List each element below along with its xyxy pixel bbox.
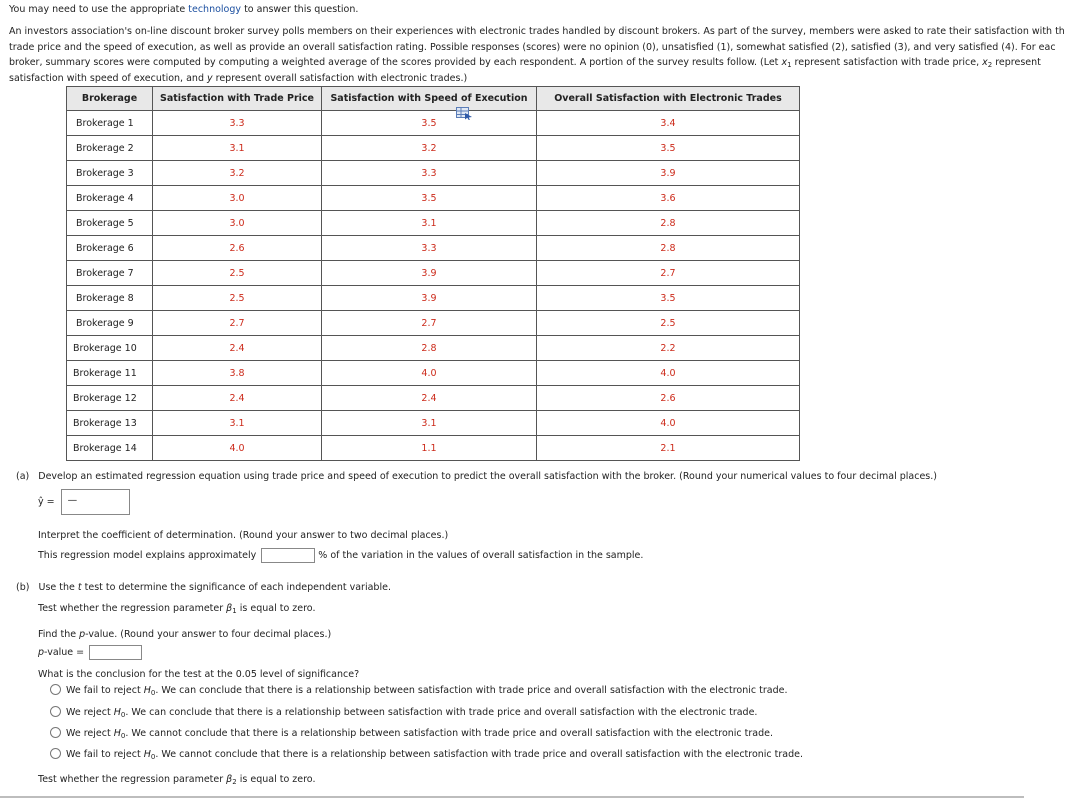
overall-satisfaction-cell: 2.5 [536, 311, 799, 336]
trade-price-cell: 3.8 [153, 361, 322, 386]
table-row [67, 186, 800, 211]
brokerage-cell: Brokerage 1 [67, 111, 153, 136]
speed-execution-cell: 3.5 [321, 186, 536, 211]
trade-price-cell: 2.6 [153, 236, 322, 261]
table-row [67, 161, 800, 186]
overall-satisfaction-cell: 2.8 [536, 211, 799, 236]
overall-satisfaction-cell: 2.1 [536, 436, 799, 461]
test-beta2-prompt: Test whether the regression parameter $\beta_2$ is equal to zero. [38, 774, 316, 786]
brokerage-cell: Brokerage 6 [67, 236, 153, 261]
intro-suffix: to answer this question. [244, 4, 359, 15]
option-text: We fail to reject $H_0$. We can conclude that there is a relationship between satisfaction with trade price and overall satisfaction with the electronic trade. [66, 685, 788, 697]
brokerage-cell: Brokerage 12 [67, 386, 153, 411]
problem-line-2: trade price and the speed of execution, as well as provide an overall satisfaction rating. Possible responses (scores) were no opinion (0), unsatisfied (1), somewhat satisfied (2), satisfied (3), and very satisfied (4). For eac [9, 41, 1056, 53]
header-speed-execution: Satisfaction with Speed of Execution [321, 87, 536, 111]
speed-execution-cell: 1.1 [321, 436, 536, 461]
option-text: We reject $H_0$. We cannot conclude that there is a relationship between satisfaction with trade price and overall satisfaction with the electronic trade. [66, 728, 774, 740]
part-b-text: Use the t test to determine the significance of each independent variable. [38, 582, 391, 593]
trade-price-cell: 2.4 [153, 386, 322, 411]
interpret-prompt: Interpret the coefficient of determination. (Round your answer to two decimal places.) [38, 530, 449, 541]
test-beta1-prompt: Test whether the regression parameter $\beta_1$ is equal to zero. [38, 603, 316, 615]
header-overall-satisfaction: Overall Satisfaction with Electronic Trades [536, 87, 799, 111]
overall-satisfaction-cell: 3.5 [536, 286, 799, 311]
percent-explained-input[interactable] [261, 548, 315, 563]
intro-text [9, 4, 358, 15]
regression-equation-input[interactable] [61, 489, 130, 515]
survey-data-table [66, 86, 800, 461]
explain-row [38, 548, 643, 563]
conclusion-option[interactable] [50, 685, 787, 697]
part-a-text: Develop an estimated regression equation using trade price and speed of execution to predict the overall satisfaction with the broker. (Round your numerical values to four decimal places.) [38, 471, 937, 482]
speed-execution-cell: 3.3 [321, 161, 536, 186]
speed-execution-cell: 3.2 [321, 136, 536, 161]
overall-satisfaction-cell: 2.2 [536, 336, 799, 361]
trade-price-cell: 3.1 [153, 136, 322, 161]
overall-satisfaction-cell: 3.9 [536, 161, 799, 186]
overall-satisfaction-cell: 3.4 [536, 111, 799, 136]
table-row [67, 236, 800, 261]
brokerage-cell: Brokerage 3 [67, 161, 153, 186]
table-row [67, 286, 800, 311]
brokerage-cell: Brokerage 13 [67, 411, 153, 436]
conclusion-option[interactable] [50, 749, 803, 761]
speed-execution-cell: 4.0 [321, 361, 536, 386]
brokerage-cell: Brokerage 10 [67, 336, 153, 361]
explain-prefix: This regression model explains approximately [38, 550, 257, 561]
speed-execution-cell: 3.9 [321, 286, 536, 311]
table-row [67, 261, 800, 286]
trade-price-cell: 3.0 [153, 186, 322, 211]
overall-satisfaction-cell: 2.6 [536, 386, 799, 411]
option-text: We reject $H_0$. We can conclude that there is a relationship between satisfaction with trade price and overall satisfaction with the electronic trade. [66, 707, 758, 719]
find-p-prompt: Find the p-value. (Round your answer to four decimal places.) [38, 629, 332, 640]
yhat-label: ŷ = [38, 496, 55, 508]
problem-statement [9, 24, 1065, 86]
trade-price-cell: 3.1 [153, 411, 322, 436]
equation-dash: — [67, 495, 78, 506]
table-row [67, 436, 800, 461]
part-a-question [16, 471, 937, 482]
table-row [67, 136, 800, 161]
conclusion-option[interactable] [50, 707, 757, 719]
conclusion-question: What is the conclusion for the test at the 0.05 level of significance? [38, 669, 360, 680]
p-value-label: p-value = [38, 647, 85, 658]
table-row [67, 336, 800, 361]
table-row [67, 361, 800, 386]
explain-suffix: % of the variation in the values of overall satisfaction in the sample. [318, 550, 644, 561]
overall-satisfaction-cell: 3.5 [536, 136, 799, 161]
speed-execution-cell: 3.5 [321, 111, 536, 136]
part-b-question [16, 582, 391, 593]
radio-button[interactable] [50, 727, 61, 738]
brokerage-cell: Brokerage 14 [67, 436, 153, 461]
part-b-label: (b) [16, 582, 30, 593]
p-value-input[interactable] [89, 645, 142, 660]
trade-price-cell: 3.2 [153, 161, 322, 186]
table-header-row [67, 87, 800, 111]
table-row [67, 386, 800, 411]
problem-line-4: satisfaction with speed of execution, and y represent overall satisfaction with electronic trades.) [9, 72, 468, 84]
brokerage-cell: Brokerage 8 [67, 286, 153, 311]
brokerage-cell: Brokerage 7 [67, 261, 153, 286]
header-trade-price: Satisfaction with Trade Price [153, 87, 322, 111]
trade-price-cell: 2.7 [153, 311, 322, 336]
radio-button[interactable] [50, 706, 61, 717]
technology-link[interactable]: technology [188, 4, 242, 15]
trade-price-cell: 2.4 [153, 336, 322, 361]
overall-satisfaction-cell: 2.8 [536, 236, 799, 261]
speed-execution-cell: 3.1 [321, 211, 536, 236]
trade-price-cell: 4.0 [153, 436, 322, 461]
part-a-label: (a) [16, 471, 30, 482]
speed-execution-cell: 3.9 [321, 261, 536, 286]
spreadsheet-icon[interactable] [456, 107, 473, 120]
radio-button[interactable] [50, 748, 61, 759]
trade-price-cell: 3.0 [153, 211, 322, 236]
overall-satisfaction-cell: 3.6 [536, 186, 799, 211]
conclusion-option[interactable] [50, 728, 773, 740]
table-row [67, 411, 800, 436]
speed-execution-cell: 3.1 [321, 411, 536, 436]
problem-line-1: An investors association's on-line discount broker survey polls members on their experiences with electronic trades handled by discount brokers. As part of the survey, members were asked to rate their satisfaction with th [9, 26, 1065, 37]
table-row [67, 311, 800, 336]
speed-execution-cell: 2.8 [321, 336, 536, 361]
brokerage-cell: Brokerage 2 [67, 136, 153, 161]
brokerage-cell: Brokerage 9 [67, 311, 153, 336]
brokerage-cell: Brokerage 5 [67, 211, 153, 236]
option-text: We fail to reject $H_0$. We cannot conclude that there is a relationship between satisfaction with trade price and overall satisfaction with the electronic trade. [66, 749, 804, 761]
radio-button[interactable] [50, 684, 61, 695]
header-brokerage: Brokerage [67, 87, 153, 111]
problem-line-3: broker, summary scores were computed by computing a weighted average of the scores provided by each respondent. A portion of the survey results follow. (Let $x_1$ represent satisfaction with trade price, $x_2$ represent [9, 57, 1041, 69]
yhat-row [38, 489, 130, 515]
brokerage-cell: Brokerage 11 [67, 361, 153, 386]
p-value-row [38, 645, 142, 660]
trade-price-cell: 2.5 [153, 261, 322, 286]
speed-execution-cell: 2.7 [321, 311, 536, 336]
trade-price-cell: 2.5 [153, 286, 322, 311]
speed-execution-cell: 2.4 [321, 386, 536, 411]
speed-execution-cell: 3.3 [321, 236, 536, 261]
brokerage-cell: Brokerage 4 [67, 186, 153, 211]
overall-satisfaction-cell: 4.0 [536, 411, 799, 436]
intro-prefix: You may need to use the appropriate [9, 4, 186, 15]
table-row [67, 211, 800, 236]
trade-price-cell: 3.3 [153, 111, 322, 136]
table-row [67, 111, 800, 136]
overall-satisfaction-cell: 2.7 [536, 261, 799, 286]
overall-satisfaction-cell: 4.0 [536, 361, 799, 386]
